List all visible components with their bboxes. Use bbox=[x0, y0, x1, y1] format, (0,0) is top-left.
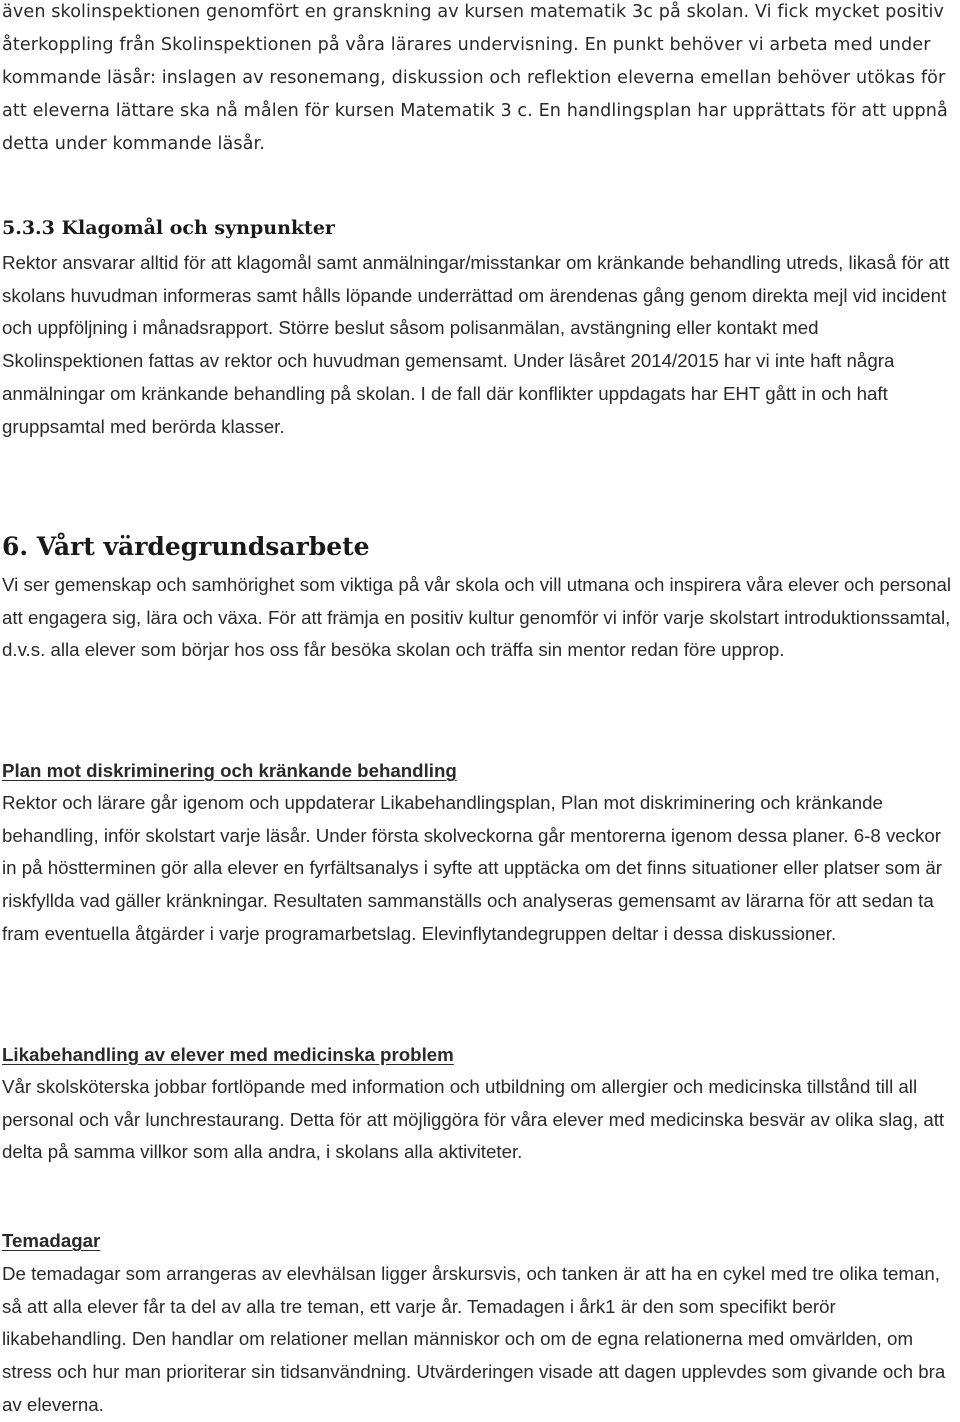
plan-body: Rektor och lärare går igenom och uppdaterar Likabehandlingsplan, Plan mot diskriminering och kränkande behandling, inför skolstart varje läsår. Under första skolveckorna går mentorerna igenom dessa planer. 6-8 veckor in på höstterminen gör alla elever en fyrfältsanalys i syfte att upptäcka om det finns situationer eller platser som är riskfyllda vad gäller kränkningar. Resultaten sammanställs och analyseras gemensamt av lärarna för att sedan ta fram eventuella åtgärder i varje programarbetslag. Elevinflytandegruppen deltar i dessa diskussioner. bbox=[2, 792, 943, 944]
plan-heading: Plan mot diskriminering och kränkande behandling bbox=[2, 760, 457, 781]
section-533-body: Rektor ansvarar alltid för att klagomål samt anmälningar/misstankar om kränkande behandling utreds, likaså för att skolans huvudman informeras samt hålls löpande underrättad om ärendenas gång genom direkta mejl vid incident och uppföljning i månadsrapport. Större beslut såsom polisanmälan, avstängning eller kontakt med Skolinspektionen fattas av rektor och huvudman gemensamt. Under läsåret 2014/2015 har vi inte haft några anmälningar om kränkande behandling på skolan. I de fall där konflikter uppdagats har EHT gått in och haft gruppsamtal med berörda klasser. bbox=[2, 252, 950, 437]
likabehandling-body: Vår skolsköterska jobbar fortlöpande med information och utbildning om allergier och medicinska tillstånd till all personal och vår lunchrestaurang. Detta för att möjliggöra för våra elever med medicinska besvär av olika slag, att delta på samma villkor som alla andra, i skolans alla aktiviteter. bbox=[2, 1076, 945, 1163]
temadagar-heading: Temadagar bbox=[2, 1230, 101, 1251]
likabehandling-heading: Likabehandling av elever med medicinska problem bbox=[2, 1044, 454, 1065]
section-6-heading: 6. Vårt värdegrundsarbete bbox=[2, 532, 370, 561]
section-6-body: Vi ser gemenskap och samhörighet som viktiga på vår skola och vill utmana och inspirera våra elever och personal att engagera sig, lära och växa. För att främja en positiv kultur genomför vi inför varje skolstart introduktionssamtal, d.v.s. alla elever som börjar hos oss får besöka skolan och träffa sin mentor redan före upprop. bbox=[2, 574, 952, 661]
section-533-heading: 5.3.3 Klagomål och synpunkter bbox=[2, 217, 335, 239]
temadagar-body: De temadagar som arrangeras av elevhälsan ligger årskursvis, och tanken är att ha en cykel med tre olika teman, så att alla elever får ta del av alla tre teman, ett varje år. Temadagen i årk1 är den som specifikt berör likabehandling. Den handlar om relationer mellan människor och om de egna relationerna med omvärlden, om stress och hur man prioriterar sin tidsanvändning. Utvärderingen visade att dagen upplevdes som givande och bra av eleverna. bbox=[2, 1263, 946, 1415]
intro-paragraph: även skolinspektionen genomfört en granskning av kursen matematik 3c på skolan. Vi fick mycket positiv återkoppling från Skolinspektionen på våra lärares undervisning. En punkt behöver vi arbeta med under kommande läsår: inslagen av resonemang, diskussion och reflektion eleverna emellan behöver utökas för att eleverna lättare ska nå målen för kursen Matematik 3 c. En handlingsplan har upprättats för att uppnå detta under kommande läsår. bbox=[2, 2, 948, 154]
